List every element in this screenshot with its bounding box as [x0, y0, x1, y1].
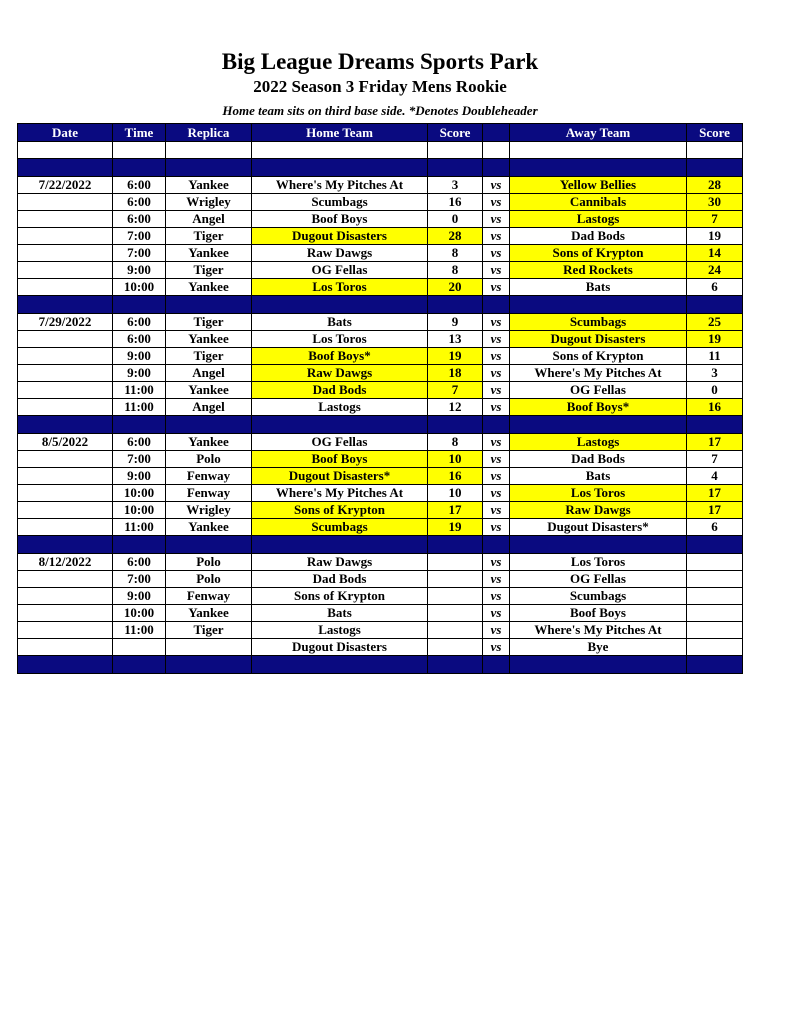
home-score: 8	[428, 244, 483, 261]
away-score: 14	[687, 244, 743, 261]
week-separator-row-cell	[113, 415, 166, 433]
game-field: Polo	[166, 553, 252, 570]
vs-label: vs	[483, 313, 510, 330]
vs-label: vs	[483, 570, 510, 587]
home-team: Sons of Krypton	[252, 587, 428, 604]
week-separator-row-cell	[428, 295, 483, 313]
game-time: 9:00	[113, 587, 166, 604]
game-date	[18, 364, 113, 381]
game-row	[18, 570, 743, 587]
away-team: Lastogs	[510, 210, 687, 227]
game-field: Wrigley	[166, 193, 252, 210]
game-time: 7:00	[113, 450, 166, 467]
game-time: 11:00	[113, 381, 166, 398]
away-team: OG Fellas	[510, 381, 687, 398]
game-time: 11:00	[113, 621, 166, 638]
vs-label: vs	[483, 484, 510, 501]
blank-row-cell	[166, 142, 252, 159]
week-separator-row-cell	[510, 535, 687, 553]
game-row	[18, 398, 743, 415]
home-score	[428, 621, 483, 638]
header-row	[18, 124, 743, 142]
away-score: 19	[687, 330, 743, 347]
col-header-away-team: Away Team	[510, 124, 687, 142]
week-separator-row-cell	[483, 535, 510, 553]
game-row	[18, 484, 743, 501]
game-field: Angel	[166, 398, 252, 415]
game-field: Polo	[166, 570, 252, 587]
blank-row-cell	[113, 142, 166, 159]
game-row	[18, 450, 743, 467]
game-row	[18, 621, 743, 638]
home-score: 19	[428, 518, 483, 535]
game-field: Yankee	[166, 176, 252, 193]
game-row	[18, 364, 743, 381]
week-separator-row-cell	[18, 158, 113, 176]
home-score: 12	[428, 398, 483, 415]
game-date	[18, 210, 113, 227]
week-separator-row-cell	[687, 415, 743, 433]
game-row	[18, 261, 743, 278]
game-row	[18, 587, 743, 604]
week-separator-row-cell	[428, 535, 483, 553]
page-title: Big League Dreams Sports Park	[221, 49, 539, 74]
game-time: 10:00	[113, 604, 166, 621]
home-score: 0	[428, 210, 483, 227]
game-date	[18, 518, 113, 535]
away-team: Dad Bods	[510, 227, 687, 244]
away-team: Dugout Disasters*	[510, 518, 687, 535]
vs-label: vs	[483, 398, 510, 415]
game-row	[18, 210, 743, 227]
week-separator-row-cell	[113, 295, 166, 313]
game-row	[18, 244, 743, 261]
away-score	[687, 604, 743, 621]
game-row	[18, 433, 743, 450]
game-time: 9:00	[113, 467, 166, 484]
week-separator-row-cell	[166, 415, 252, 433]
game-field	[166, 638, 252, 655]
week-separator-row-cell	[252, 295, 428, 313]
home-team: Boof Boys*	[252, 347, 428, 364]
game-time: 9:00	[113, 347, 166, 364]
week-separator-row-cell	[428, 655, 483, 673]
col-header-home-team: Home Team	[252, 124, 428, 142]
away-team: Sons of Krypton	[510, 347, 687, 364]
game-field: Angel	[166, 210, 252, 227]
game-field: Polo	[166, 450, 252, 467]
week-separator-row-cell	[113, 158, 166, 176]
away-team: Dugout Disasters	[510, 330, 687, 347]
game-date: 7/22/2022	[18, 176, 113, 193]
home-score: 9	[428, 313, 483, 330]
week-separator-row-cell	[483, 655, 510, 673]
game-row	[18, 193, 743, 210]
blank-row-cell	[18, 142, 113, 159]
week-separator-row-cell	[428, 415, 483, 433]
game-row	[18, 553, 743, 570]
week-separator-row-cell	[510, 655, 687, 673]
schedule-table	[17, 123, 743, 674]
away-team: Where's My Pitches At	[510, 621, 687, 638]
game-field: Yankee	[166, 604, 252, 621]
col-header-away-score: Score	[687, 124, 743, 142]
away-team: Cannibals	[510, 193, 687, 210]
game-time: 6:00	[113, 313, 166, 330]
vs-label: vs	[483, 381, 510, 398]
game-field: Tiger	[166, 313, 252, 330]
home-score: 10	[428, 450, 483, 467]
week-separator-row	[18, 415, 743, 433]
week-separator-row-cell	[510, 158, 687, 176]
game-row	[18, 501, 743, 518]
home-score: 16	[428, 467, 483, 484]
game-date	[18, 638, 113, 655]
away-team: Raw Dawgs	[510, 501, 687, 518]
week-separator-row-cell	[166, 655, 252, 673]
week-separator-row-cell	[483, 158, 510, 176]
blank-row-cell	[483, 142, 510, 159]
vs-label: vs	[483, 467, 510, 484]
game-time: 6:00	[113, 433, 166, 450]
blank-row	[18, 142, 743, 159]
col-header-replica: Replica	[166, 124, 252, 142]
home-team: Where's My Pitches At	[252, 484, 428, 501]
game-row	[18, 313, 743, 330]
away-score: 7	[687, 450, 743, 467]
game-date	[18, 381, 113, 398]
game-time: 9:00	[113, 364, 166, 381]
col-header-vs	[483, 124, 510, 142]
game-field: Yankee	[166, 433, 252, 450]
home-team: Dugout Disasters	[252, 227, 428, 244]
game-date	[18, 244, 113, 261]
home-team: Lastogs	[252, 398, 428, 415]
game-date: 8/12/2022	[18, 553, 113, 570]
vs-label: vs	[483, 364, 510, 381]
col-header-home-score: Score	[428, 124, 483, 142]
week-separator-row	[18, 295, 743, 313]
game-row	[18, 330, 743, 347]
game-date	[18, 570, 113, 587]
game-row	[18, 638, 743, 655]
away-team: Where's My Pitches At	[510, 364, 687, 381]
vs-label: vs	[483, 587, 510, 604]
vs-label: vs	[483, 501, 510, 518]
game-field: Wrigley	[166, 501, 252, 518]
away-score: 6	[687, 278, 743, 295]
game-row	[18, 518, 743, 535]
week-separator-row-cell	[18, 655, 113, 673]
home-score: 7	[428, 381, 483, 398]
vs-label: vs	[483, 518, 510, 535]
home-score: 19	[428, 347, 483, 364]
week-separator-row-cell	[483, 295, 510, 313]
game-date: 8/5/2022	[18, 433, 113, 450]
game-row	[18, 467, 743, 484]
away-score	[687, 638, 743, 655]
away-score: 4	[687, 467, 743, 484]
vs-label: vs	[483, 621, 510, 638]
game-time: 6:00	[113, 553, 166, 570]
vs-label: vs	[483, 193, 510, 210]
away-score: 17	[687, 433, 743, 450]
home-score: 8	[428, 261, 483, 278]
week-separator-row-cell	[510, 415, 687, 433]
game-time: 7:00	[113, 570, 166, 587]
away-score: 17	[687, 501, 743, 518]
home-score	[428, 570, 483, 587]
home-team: Boof Boys	[252, 450, 428, 467]
home-team: Sons of Krypton	[252, 501, 428, 518]
home-score	[428, 587, 483, 604]
away-score: 3	[687, 364, 743, 381]
game-row	[18, 347, 743, 364]
week-separator-row-cell	[687, 295, 743, 313]
game-date	[18, 621, 113, 638]
week-separator-row-cell	[428, 158, 483, 176]
game-date	[18, 261, 113, 278]
away-score: 11	[687, 347, 743, 364]
game-date	[18, 398, 113, 415]
home-team: Bats	[252, 604, 428, 621]
home-team: Raw Dawgs	[252, 364, 428, 381]
home-score: 8	[428, 433, 483, 450]
vs-label: vs	[483, 433, 510, 450]
home-team: Dugout Disasters	[252, 638, 428, 655]
vs-label: vs	[483, 278, 510, 295]
away-score	[687, 587, 743, 604]
week-separator-row-cell	[113, 535, 166, 553]
game-field: Tiger	[166, 227, 252, 244]
away-score: 6	[687, 518, 743, 535]
vs-label: vs	[483, 604, 510, 621]
week-separator-row	[18, 655, 743, 673]
game-date	[18, 450, 113, 467]
week-separator-row-cell	[687, 655, 743, 673]
home-score: 17	[428, 501, 483, 518]
home-score: 16	[428, 193, 483, 210]
game-time: 6:00	[113, 210, 166, 227]
blank-row-cell	[687, 142, 743, 159]
game-date	[18, 347, 113, 364]
game-time: 9:00	[113, 261, 166, 278]
week-separator-row-cell	[18, 295, 113, 313]
game-date	[18, 501, 113, 518]
game-time: 11:00	[113, 518, 166, 535]
game-date	[18, 278, 113, 295]
game-date	[18, 484, 113, 501]
game-field: Angel	[166, 364, 252, 381]
game-field: Yankee	[166, 278, 252, 295]
game-time: 6:00	[113, 176, 166, 193]
away-team: Scumbags	[510, 587, 687, 604]
col-header-date: Date	[18, 124, 113, 142]
game-field: Tiger	[166, 347, 252, 364]
blank-row-cell	[252, 142, 428, 159]
away-team: Scumbags	[510, 313, 687, 330]
home-team: Where's My Pitches At	[252, 176, 428, 193]
home-team: Scumbags	[252, 518, 428, 535]
game-field: Tiger	[166, 621, 252, 638]
game-field: Fenway	[166, 467, 252, 484]
away-team: Dad Bods	[510, 450, 687, 467]
home-team: Los Toros	[252, 278, 428, 295]
away-score: 24	[687, 261, 743, 278]
game-time: 7:00	[113, 227, 166, 244]
game-date	[18, 193, 113, 210]
home-score: 18	[428, 364, 483, 381]
schedule-note: Home team sits on third base side. *Denotes Doubleheader	[222, 103, 538, 118]
home-team: Dad Bods	[252, 381, 428, 398]
week-separator-row-cell	[166, 158, 252, 176]
game-time	[113, 638, 166, 655]
away-score: 25	[687, 313, 743, 330]
away-team: Bats	[510, 278, 687, 295]
game-date	[18, 227, 113, 244]
game-time: 7:00	[113, 244, 166, 261]
away-score: 19	[687, 227, 743, 244]
game-row	[18, 604, 743, 621]
game-time: 10:00	[113, 484, 166, 501]
game-field: Tiger	[166, 261, 252, 278]
vs-label: vs	[483, 638, 510, 655]
game-time: 6:00	[113, 330, 166, 347]
away-team: Sons of Krypton	[510, 244, 687, 261]
game-time: 10:00	[113, 278, 166, 295]
away-team: Lastogs	[510, 433, 687, 450]
home-team: Raw Dawgs	[252, 553, 428, 570]
blank-row-cell	[510, 142, 687, 159]
game-row	[18, 227, 743, 244]
vs-label: vs	[483, 227, 510, 244]
away-score: 0	[687, 381, 743, 398]
away-team: Los Toros	[510, 553, 687, 570]
home-team: Lastogs	[252, 621, 428, 638]
home-score	[428, 553, 483, 570]
home-score	[428, 638, 483, 655]
away-score	[687, 621, 743, 638]
week-separator-row-cell	[166, 295, 252, 313]
home-score: 13	[428, 330, 483, 347]
home-team: Scumbags	[252, 193, 428, 210]
home-team: Dugout Disasters*	[252, 467, 428, 484]
away-team: Boof Boys	[510, 604, 687, 621]
away-score: 17	[687, 484, 743, 501]
away-team: Bye	[510, 638, 687, 655]
game-row	[18, 176, 743, 193]
away-team: Yellow Bellies	[510, 176, 687, 193]
game-field: Yankee	[166, 518, 252, 535]
away-score: 30	[687, 193, 743, 210]
week-separator-row-cell	[252, 535, 428, 553]
vs-label: vs	[483, 330, 510, 347]
home-team: Bats	[252, 313, 428, 330]
home-team: Los Toros	[252, 330, 428, 347]
away-score: 16	[687, 398, 743, 415]
vs-label: vs	[483, 261, 510, 278]
week-separator-row-cell	[166, 535, 252, 553]
week-separator-row-cell	[483, 415, 510, 433]
home-score: 28	[428, 227, 483, 244]
away-score	[687, 570, 743, 587]
game-time: 11:00	[113, 398, 166, 415]
game-row	[18, 278, 743, 295]
vs-label: vs	[483, 176, 510, 193]
week-separator-row	[18, 158, 743, 176]
home-team: Boof Boys	[252, 210, 428, 227]
away-score: 7	[687, 210, 743, 227]
game-row	[18, 381, 743, 398]
away-team: OG Fellas	[510, 570, 687, 587]
home-team: OG Fellas	[252, 433, 428, 450]
game-time: 10:00	[113, 501, 166, 518]
blank-row-cell	[428, 142, 483, 159]
away-score	[687, 553, 743, 570]
game-field: Yankee	[166, 330, 252, 347]
away-team: Red Rockets	[510, 261, 687, 278]
week-separator-row-cell	[252, 158, 428, 176]
col-header-time: Time	[113, 124, 166, 142]
week-separator-row	[18, 535, 743, 553]
game-date	[18, 587, 113, 604]
vs-label: vs	[483, 347, 510, 364]
home-score: 20	[428, 278, 483, 295]
game-date	[18, 604, 113, 621]
away-score: 28	[687, 176, 743, 193]
week-separator-row-cell	[252, 415, 428, 433]
page-subtitle: 2022 Season 3 Friday Mens Rookie	[253, 77, 507, 96]
home-score	[428, 604, 483, 621]
week-separator-row-cell	[18, 415, 113, 433]
home-team: Dad Bods	[252, 570, 428, 587]
vs-label: vs	[483, 450, 510, 467]
away-team: Bats	[510, 467, 687, 484]
week-separator-row-cell	[113, 655, 166, 673]
game-field: Yankee	[166, 244, 252, 261]
vs-label: vs	[483, 244, 510, 261]
week-separator-row-cell	[687, 535, 743, 553]
away-team: Los Toros	[510, 484, 687, 501]
game-time: 6:00	[113, 193, 166, 210]
game-date: 7/29/2022	[18, 313, 113, 330]
vs-label: vs	[483, 210, 510, 227]
away-team: Boof Boys*	[510, 398, 687, 415]
week-separator-row-cell	[510, 295, 687, 313]
week-separator-row-cell	[252, 655, 428, 673]
schedule-body	[18, 142, 743, 674]
game-field: Yankee	[166, 381, 252, 398]
vs-label: vs	[483, 553, 510, 570]
game-field: Fenway	[166, 587, 252, 604]
game-date	[18, 467, 113, 484]
game-field: Fenway	[166, 484, 252, 501]
home-team: Raw Dawgs	[252, 244, 428, 261]
week-separator-row-cell	[18, 535, 113, 553]
home-team: OG Fellas	[252, 261, 428, 278]
home-score: 10	[428, 484, 483, 501]
game-date	[18, 330, 113, 347]
home-score: 3	[428, 176, 483, 193]
week-separator-row-cell	[687, 158, 743, 176]
